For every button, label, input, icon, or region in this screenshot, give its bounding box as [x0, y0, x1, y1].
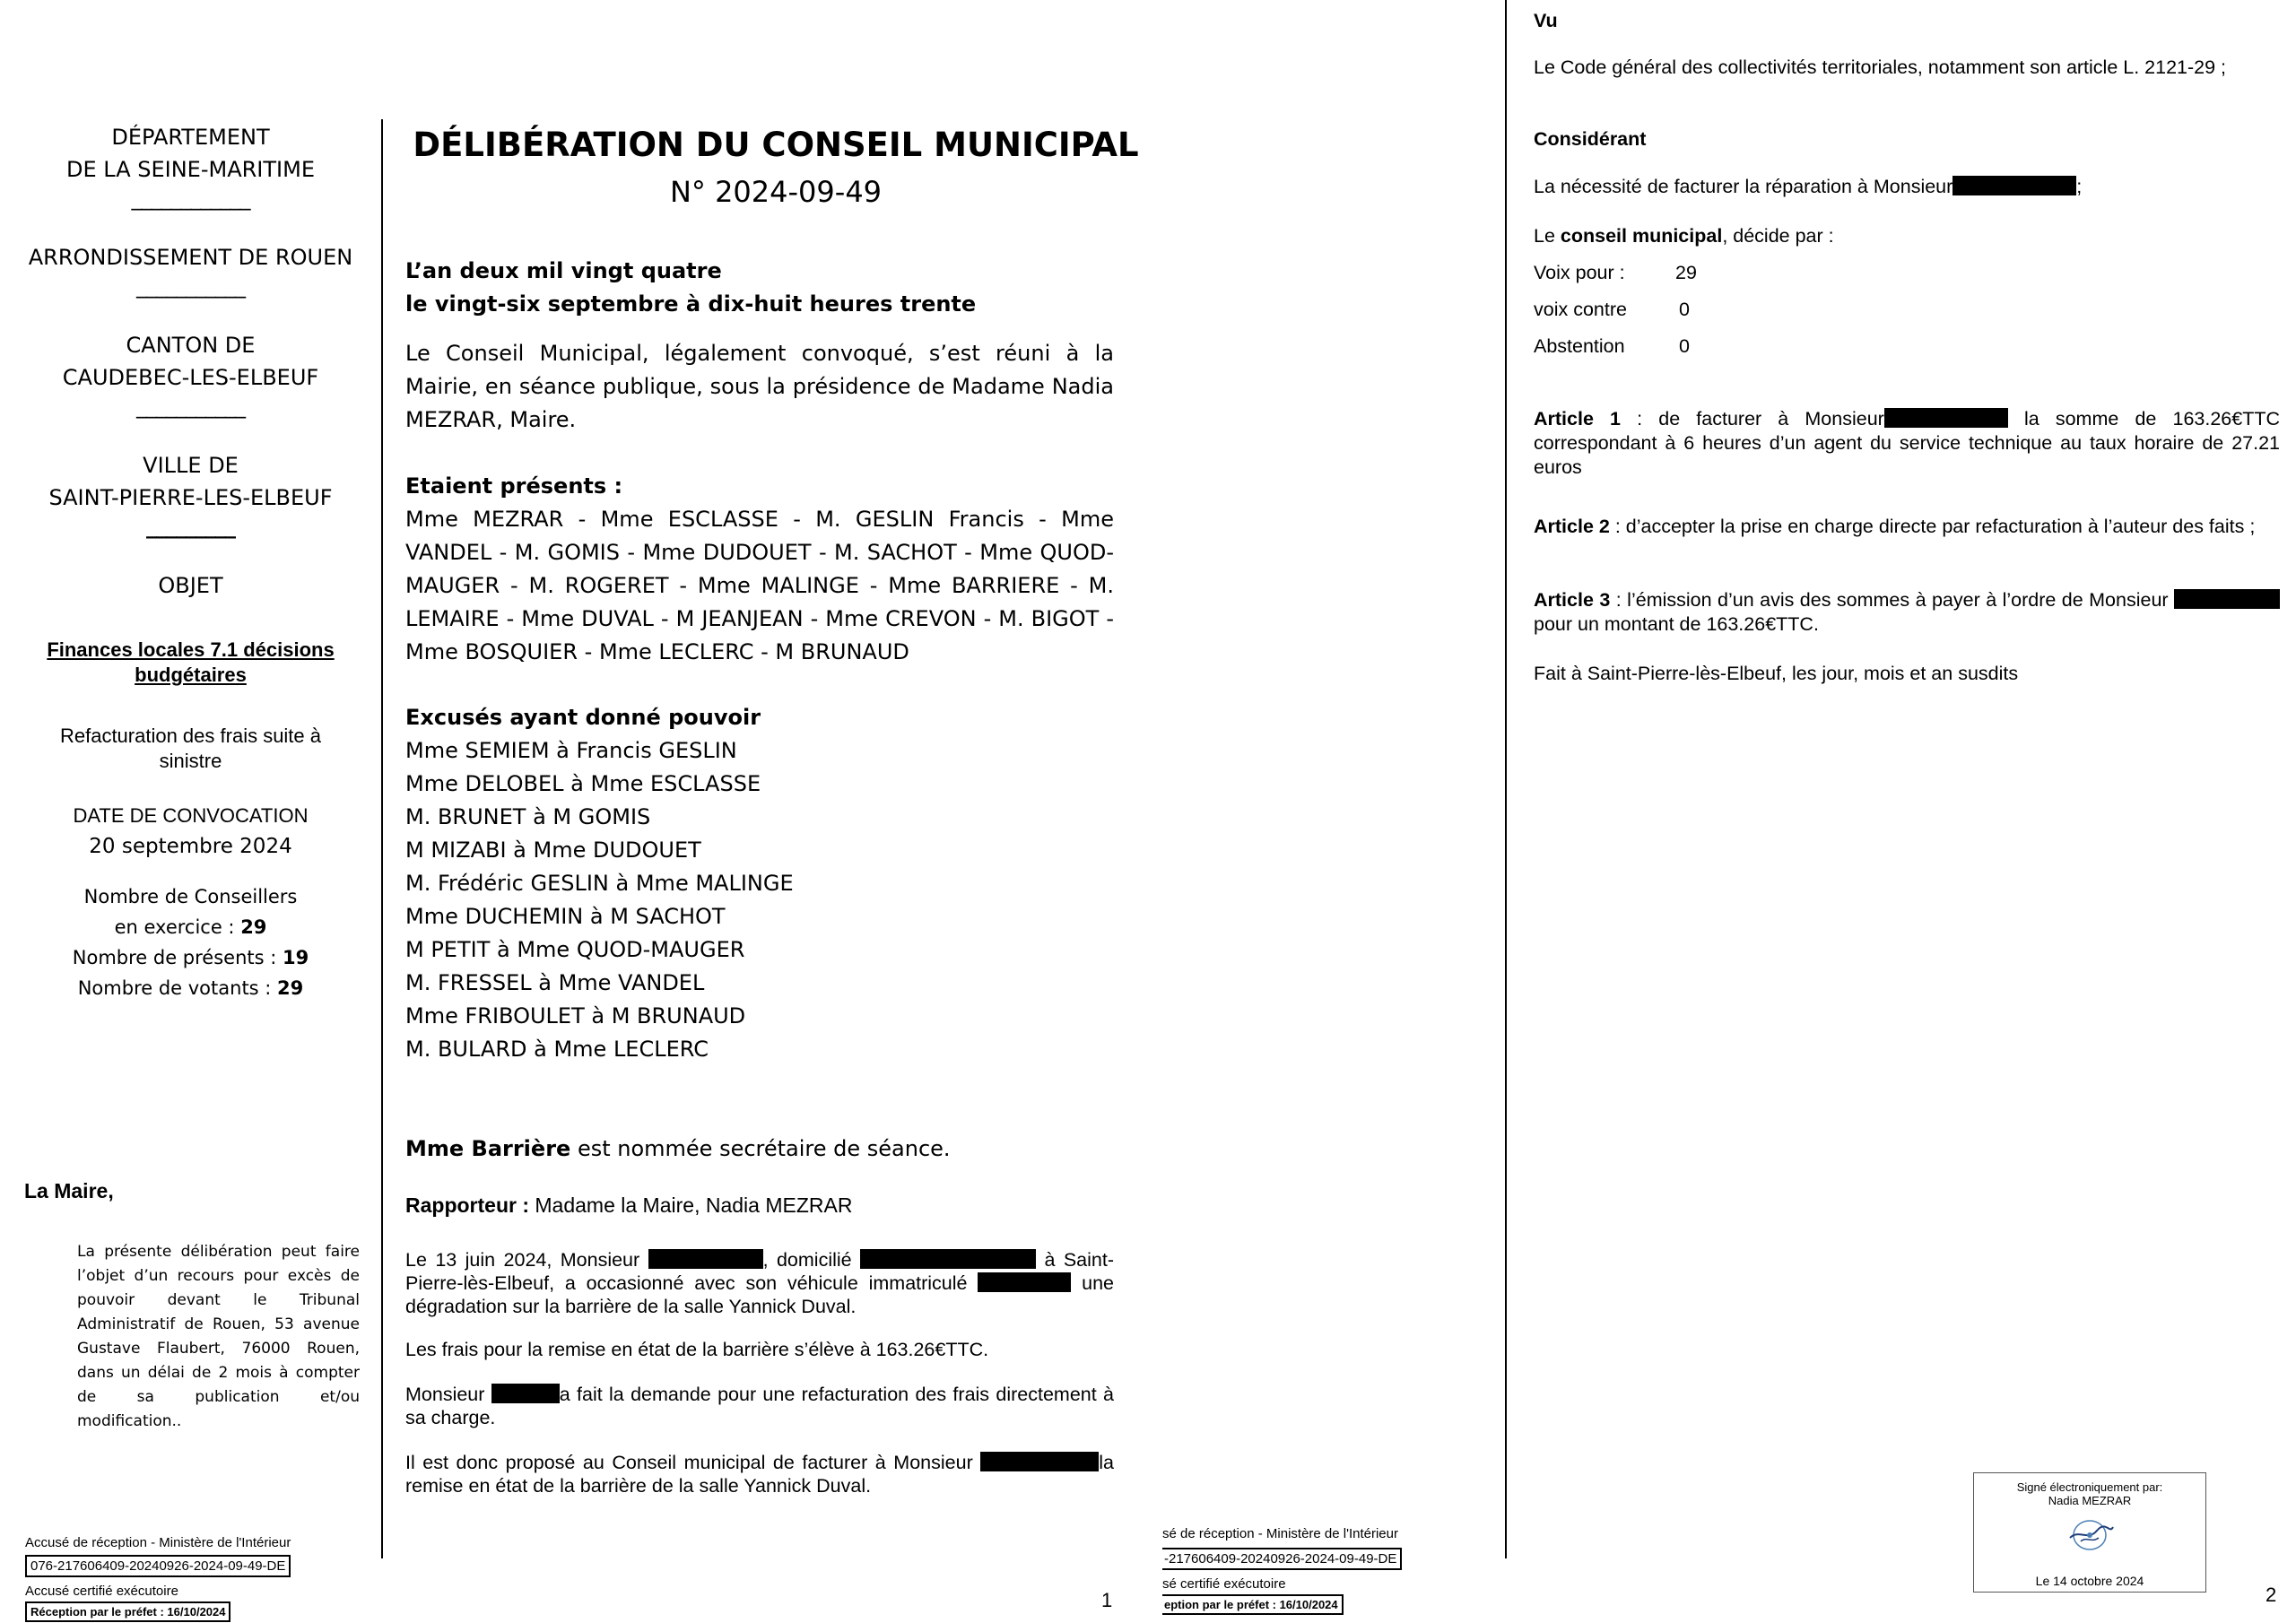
counts-line-4 — [0, 973, 381, 1003]
deliberation-number: N° 2024-09-49 — [669, 175, 883, 209]
stamp-cut — [1162, 1523, 1521, 1623]
signature-line-1: Signé électroniquement par: — [2016, 1480, 2163, 1494]
convocation-date-value: 20 septembre 2024 — [89, 835, 292, 858]
canton-line-1: CANTON DE — [126, 333, 256, 358]
article-1-label: Article 1 — [1534, 408, 1622, 430]
article-2 — [1534, 515, 2280, 539]
article-2-label: Article 2 — [1534, 516, 1610, 537]
redacted-block — [2174, 589, 2280, 609]
redacted-block — [491, 1384, 560, 1403]
divider-dashes: _________ — [146, 514, 235, 539]
incident-text-3: à Saint-Pierre-lès-Elbeuf, a occasionné avec son véhicule immatriculé — [405, 1249, 1114, 1294]
presents-label: Nombre de présents : — [72, 947, 283, 968]
vote-label: Voix pour : — [1534, 262, 1625, 283]
accuse-reception-label: sé de réception - Ministère de l'Intérieur — [1162, 1526, 1398, 1541]
presents-value: 19 — [283, 947, 309, 968]
list-item: Mme FRIBOULET à M BRUNAUD — [405, 1003, 746, 1028]
reception-prefet-box: eption par le préfet : 16/10/2024 — [1162, 1594, 1344, 1615]
objet-category — [0, 638, 381, 688]
rapporteur-label: Rapporteur : — [405, 1193, 529, 1217]
intro-paragraph: Le Conseil Municipal, légalement convoqué, s’est réuni à la Mairie, en séance publique, sous la présidence de Madame Nadia MEZRAR, Maire. — [405, 341, 1114, 432]
vote-value: 0 — [1679, 335, 1690, 357]
accuse-reception-label: Accusé de réception - Ministère de l'Intérieur — [25, 1535, 291, 1550]
presents-heading: Etaient présents : — [405, 473, 623, 499]
convocation-date-label: DATE DE CONVOCATION — [73, 804, 309, 827]
vote-row-abstention — [1534, 335, 1690, 358]
article-1-text-2: la somme de 163.26€TTC correspondant à 6 heures d’un agent du service technique au taux horaire de 27.21 euros — [1534, 408, 2280, 478]
list-item: M. Frédéric GESLIN à Mme MALINGE — [405, 871, 794, 896]
request-paragraph — [405, 1383, 1114, 1429]
list-item: M. BULARD à Mme LECLERC — [405, 1037, 709, 1062]
list-item: M. BRUNET à M GOMIS — [405, 804, 651, 829]
signature-line-2: Nadia MEZRAR — [2048, 1494, 2132, 1507]
request-text-1: Monsieur — [405, 1384, 491, 1405]
redacted-block — [860, 1249, 1036, 1269]
article-1 — [1534, 407, 2280, 480]
votants-label: Nombre de votants : — [77, 977, 278, 999]
objet-heading: OBJET — [158, 573, 223, 598]
page-number: 2 — [2266, 1584, 2277, 1606]
accuse-id-box: 076-217606409-20240926-2024-09-49-DE — [25, 1555, 291, 1577]
excuses-list — [405, 734, 1114, 1066]
counts-block — [0, 881, 381, 1003]
redacted-block — [1884, 408, 2008, 428]
objet-category-line-1: Finances locales 7.1 décisions — [47, 638, 335, 661]
signature-date: Le 14 octobre 2024 — [2035, 1574, 2144, 1588]
vu-text: Le Code général des collectivités territoriales, notamment son article L. 2121-29 ; — [1534, 56, 2227, 78]
article-3 — [1534, 588, 2280, 637]
vertical-divider-left — [381, 119, 383, 1558]
signature-box — [1973, 1472, 2206, 1593]
exercice-value: 29 — [240, 916, 267, 938]
vote-row-pour — [1534, 262, 1697, 284]
vu-heading: Vu — [1534, 10, 1558, 31]
cost-paragraph: Les frais pour la remise en état de la barrière s’élève à 163.26€TTC. — [405, 1339, 989, 1360]
article-3-text-2: pour un montant de 163.26€TTC. — [1534, 613, 1819, 635]
vote-value: 0 — [1679, 299, 1690, 320]
list-item: M MIZABI à Mme DUDOUET — [405, 838, 701, 863]
article-2-text: : d’accepter la prise en charge directe par refacturation à l’auteur des faits ; — [1609, 516, 2256, 537]
secretaire-text: est nommée secrétaire de séance. — [570, 1136, 951, 1161]
ville-line-1: VILLE DE — [143, 453, 239, 478]
session-date-line-2: le vingt-six septembre à dix-huit heures trente — [405, 291, 977, 317]
divider-dashes: ___________ — [136, 394, 245, 419]
signature-seal-icon — [2061, 1515, 2118, 1556]
maire-label: La Maire, — [24, 1179, 114, 1202]
presents-list: Mme MEZRAR - Mme ESCLASSE - M. GESLIN Francis - Mme VANDEL - M. GOMIS - Mme DUDOUET - M. SACHOT - Mme QUOD-MAUGER - M. ROGERET - Mme MALINGE - Mme BARRIERE - M. LEMAIRE - Mme DUVAL - M JEANJEAN - Mme CREVON - M. BIGOT - Mme BOSQUIER - Mme LECLERC - M BRUNAUD — [405, 507, 1114, 664]
list-item: M. FRESSEL à Mme VANDEL — [405, 970, 705, 995]
session-date-line-1: L’an deux mil vingt quatre — [405, 258, 722, 283]
department-line-1: DÉPARTEMENT — [111, 125, 270, 150]
deliberation-title: DÉLIBÉRATION DU CONSEIL MUNICIPAL — [413, 126, 1139, 164]
vertical-divider-right — [1505, 0, 1507, 1558]
article-3-label: Article 3 — [1534, 589, 1611, 611]
votants-value: 29 — [277, 977, 304, 999]
redacted-block — [648, 1249, 763, 1269]
proposal-text-1: Il est donc proposé au Conseil municipal de facturer à Monsieur — [405, 1452, 981, 1473]
reception-prefet-box: Réception par le préfet : 16/10/2024 — [25, 1601, 230, 1622]
considerant-heading: Considérant — [1534, 128, 1647, 150]
excuses-heading: Excusés ayant donné pouvoir — [405, 705, 761, 730]
objet-subject-line-1: Refacturation des frais suite à — [59, 725, 322, 747]
decide-text-2: , décide par : — [1722, 225, 1834, 247]
secretaire-line — [405, 1133, 1114, 1166]
list-item: Mme DUCHEMIN à M SACHOT — [405, 904, 726, 929]
secretaire-name: Mme Barrière — [405, 1136, 571, 1161]
objet-subject-line-2: sinistre — [159, 750, 222, 772]
proposal-text-2: la remise en état de la barrière de la salle Yannick Duval. — [405, 1452, 1114, 1497]
objet-subject — [0, 724, 381, 774]
list-item: Mme DELOBEL à Mme ESCLASSE — [405, 771, 761, 796]
proposal-paragraph — [405, 1451, 1114, 1497]
redacted-block — [1952, 176, 2076, 195]
decide-bold: conseil municipal — [1560, 225, 1723, 247]
objet-category-line-2: budgétaires — [135, 664, 247, 686]
considerant-text — [1534, 175, 2280, 199]
incident-text-2: , domicilié — [762, 1249, 861, 1271]
redacted-block — [980, 1452, 1099, 1471]
certifie-label: Accusé certifié exécutoire — [25, 1584, 178, 1599]
arrondissement: ARRONDISSEMENT DE ROUEN — [28, 245, 353, 270]
divider-dashes: ____________ — [131, 186, 250, 211]
considerant-text-2: ; — [2076, 176, 2083, 197]
sidebar — [0, 121, 381, 1003]
counts-line-1: Nombre de Conseillers — [83, 886, 298, 907]
decide-line — [1534, 224, 2280, 248]
article-1-text-1: : de facturer à Monsieur — [1621, 408, 1884, 430]
rapporteur-value: Madame la Maire, Nadia MEZRAR — [529, 1193, 853, 1217]
incident-paragraph — [405, 1248, 1114, 1318]
request-text-2: a fait la demande pour une refacturation des frais directement à sa charge. — [405, 1384, 1114, 1428]
incident-text-1: Le 13 juin 2024, Monsieur — [405, 1249, 648, 1271]
vote-row-contre — [1534, 299, 1690, 321]
counts-line-3 — [0, 942, 381, 973]
incident-text-4: une dégradation sur la barrière de la salle Yannick Duval. — [405, 1272, 1114, 1317]
vote-value: 29 — [1675, 262, 1697, 283]
redacted-block — [978, 1272, 1071, 1292]
exercice-label: en exercice : — [114, 916, 241, 938]
article-3-text-1: : l’émission d’un avis des sommes à payer à l’ordre de Monsieur — [1610, 589, 2174, 611]
list-item: Mme SEMIEM à Francis GESLIN — [405, 738, 737, 763]
ville-line-2: SAINT-PIERRE-LES-ELBEUF — [48, 485, 333, 510]
vote-label: Abstention — [1534, 335, 1625, 357]
fait-line: Fait à Saint-Pierre-lès-Elbeuf, les jour, mois et an susdits — [1534, 663, 2019, 684]
accuse-id-box: -217606409-20240926-2024-09-49-DE — [1162, 1548, 1402, 1570]
list-item: M PETIT à Mme QUOD-MAUGER — [405, 937, 745, 962]
vote-label: voix contre — [1534, 299, 1627, 320]
page-number: 1 — [1101, 1589, 1113, 1611]
considerant-text-1: La nécessité de facturer la réparation à Monsieur — [1534, 176, 1953, 197]
certifie-label: sé certifié exécutoire — [1162, 1576, 1286, 1592]
decide-text-1: Le — [1534, 225, 1561, 247]
canton-line-2: CAUDEBEC-LES-ELBEUF — [62, 365, 319, 390]
legal-notice: La présente délibération peut faire l’objet d’un recours pour excès de pouvoir devant le Tribunal Administratif de Rouen, 53 avenue Gustave Flaubert, 76000 Rouen, dans un délai de 2 mois à compter de sa publication et/ou modification.. — [77, 1243, 360, 1430]
department-line-2: DE LA SEINE-MARITIME — [66, 157, 315, 182]
divider-dashes: ___________ — [136, 273, 245, 299]
counts-line-2 — [0, 912, 381, 942]
rapporteur-line — [405, 1189, 1114, 1222]
